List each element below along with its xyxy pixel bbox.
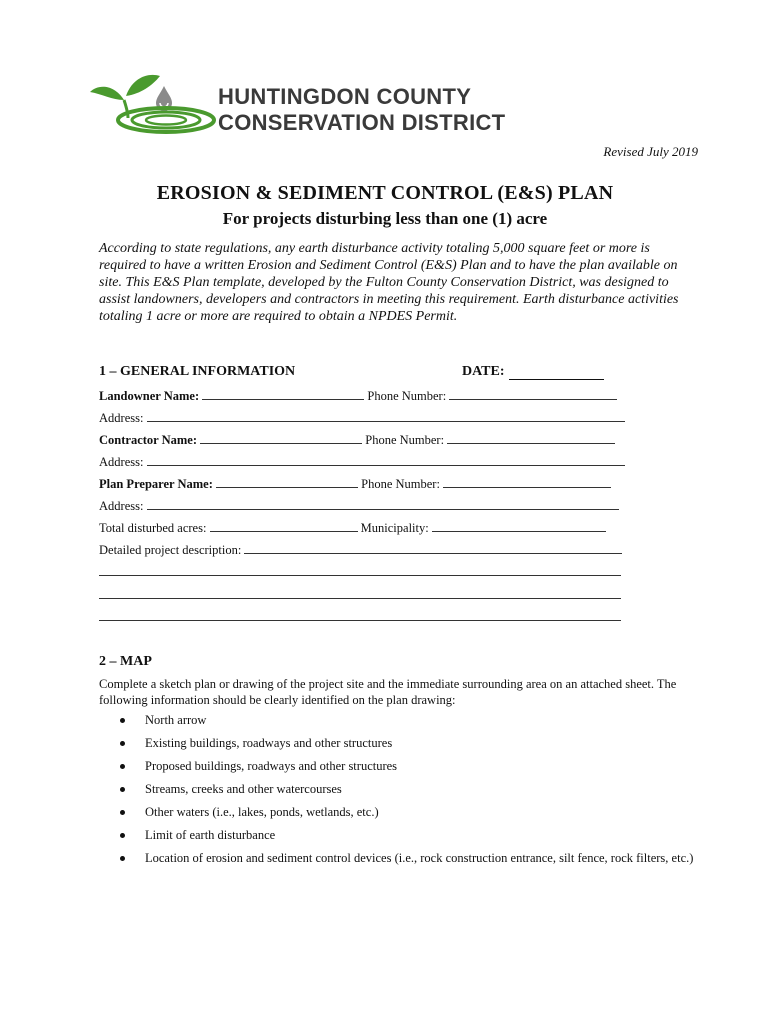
bullet-icon — [120, 741, 125, 746]
date-label: DATE: — [462, 364, 505, 379]
page-title: EROSION & SEDIMENT CONTROL (E&S) PLAN — [156, 182, 614, 204]
contractor-address-row — [99, 453, 627, 469]
map-requirements-list — [118, 712, 693, 873]
acres-label: Total disturbed acres: — [99, 521, 207, 535]
page-subtitle: For projects disturbing less than one (1) acre — [222, 209, 548, 228]
preparer-address-row — [99, 497, 627, 513]
contractor-row — [99, 431, 627, 447]
logo-line-1: HUNTINGDON COUNTY — [218, 84, 472, 109]
intro-paragraph: According to state regulations, any earth disturbance activity totaling 5,000 square feet or more is required to have a written Erosion and Sediment Control (E&S) Plan and to have the plan available on site. This E&S Plan template, developed by the Fulton County Conservation District, was designed to assist landowners, developers and contractors in meeting this requirement. Earth disturbance activities totaling 1 acre or more are required to obtain a NPDES Permit. — [99, 241, 679, 324]
section-2-heading: 2 – MAP — [99, 654, 152, 669]
preparer-phone-label: Phone Number: — [361, 477, 440, 491]
preparer-address-label: Address: — [99, 499, 144, 513]
list-item: Proposed buildings, roadways and other structures — [118, 758, 693, 781]
description-input-line-1[interactable] — [244, 541, 622, 554]
landowner-row — [99, 387, 627, 403]
list-item: Location of erosion and sediment control devices (i.e., rock construction entrance, silt fence, rock filters, etc.) — [118, 850, 693, 873]
list-item: Other waters (i.e., lakes, ponds, wetlands, etc.) — [118, 804, 693, 827]
map-instructions: Complete a sketch plan or drawing of the project site and the immediate surrounding area on an attached sheet. The following information should be clearly identified on the plan drawing: — [99, 677, 677, 707]
conservation-district-logo — [86, 70, 506, 144]
bullet-icon — [120, 833, 125, 838]
contractor-address-label: Address: — [99, 455, 144, 469]
preparer-address-input[interactable] — [147, 497, 619, 510]
description-row — [99, 541, 627, 557]
bullet-icon — [120, 718, 125, 723]
contractor-phone-label: Phone Number: — [365, 433, 445, 447]
bullet-icon — [120, 856, 125, 861]
landowner-name-input[interactable] — [202, 387, 364, 400]
list-item: Limit of earth disturbance — [118, 827, 693, 850]
description-input-line-3[interactable] — [99, 597, 621, 599]
bullet-icon — [120, 810, 125, 815]
preparer-row — [99, 475, 627, 491]
bullet-icon — [120, 787, 125, 792]
preparer-phone-input[interactable] — [443, 475, 611, 488]
municipality-input[interactable] — [432, 519, 606, 532]
landowner-phone-input[interactable] — [449, 387, 617, 400]
list-item: Streams, creeks and other watercourses — [118, 781, 693, 804]
contractor-address-input[interactable] — [147, 453, 625, 466]
landowner-label: Landowner Name: — [99, 389, 200, 403]
acres-row — [99, 519, 627, 535]
municipality-label: Municipality: — [360, 521, 429, 535]
leaf-water-icon — [86, 70, 216, 144]
landowner-address-row — [99, 409, 627, 425]
list-item: North arrow — [118, 712, 693, 735]
description-label: Detailed project description: — [99, 543, 242, 557]
landowner-address-label: Address: — [99, 411, 144, 425]
landowner-phone-label: Phone Number: — [367, 389, 447, 403]
bullet-icon — [120, 764, 125, 769]
list-item: Existing buildings, roadways and other structures — [118, 735, 693, 758]
preparer-label: Plan Preparer Name: — [99, 477, 213, 491]
description-input-line-2[interactable] — [99, 574, 621, 576]
contractor-phone-input[interactable] — [447, 431, 615, 444]
landowner-address-input[interactable] — [147, 409, 625, 422]
revision-date: Revised July 2019 — [603, 144, 698, 159]
acres-input[interactable] — [210, 519, 358, 532]
description-input-line-4[interactable] — [99, 619, 621, 621]
contractor-name-input[interactable] — [200, 431, 362, 444]
logo-line-2: CONSERVATION DISTRICT — [218, 110, 506, 135]
section-1-heading: 1 – GENERAL INFORMATION — [99, 364, 296, 379]
date-input[interactable] — [509, 365, 604, 380]
contractor-label: Contractor Name: — [99, 433, 197, 447]
date-field — [462, 364, 604, 380]
preparer-name-input[interactable] — [216, 475, 358, 488]
